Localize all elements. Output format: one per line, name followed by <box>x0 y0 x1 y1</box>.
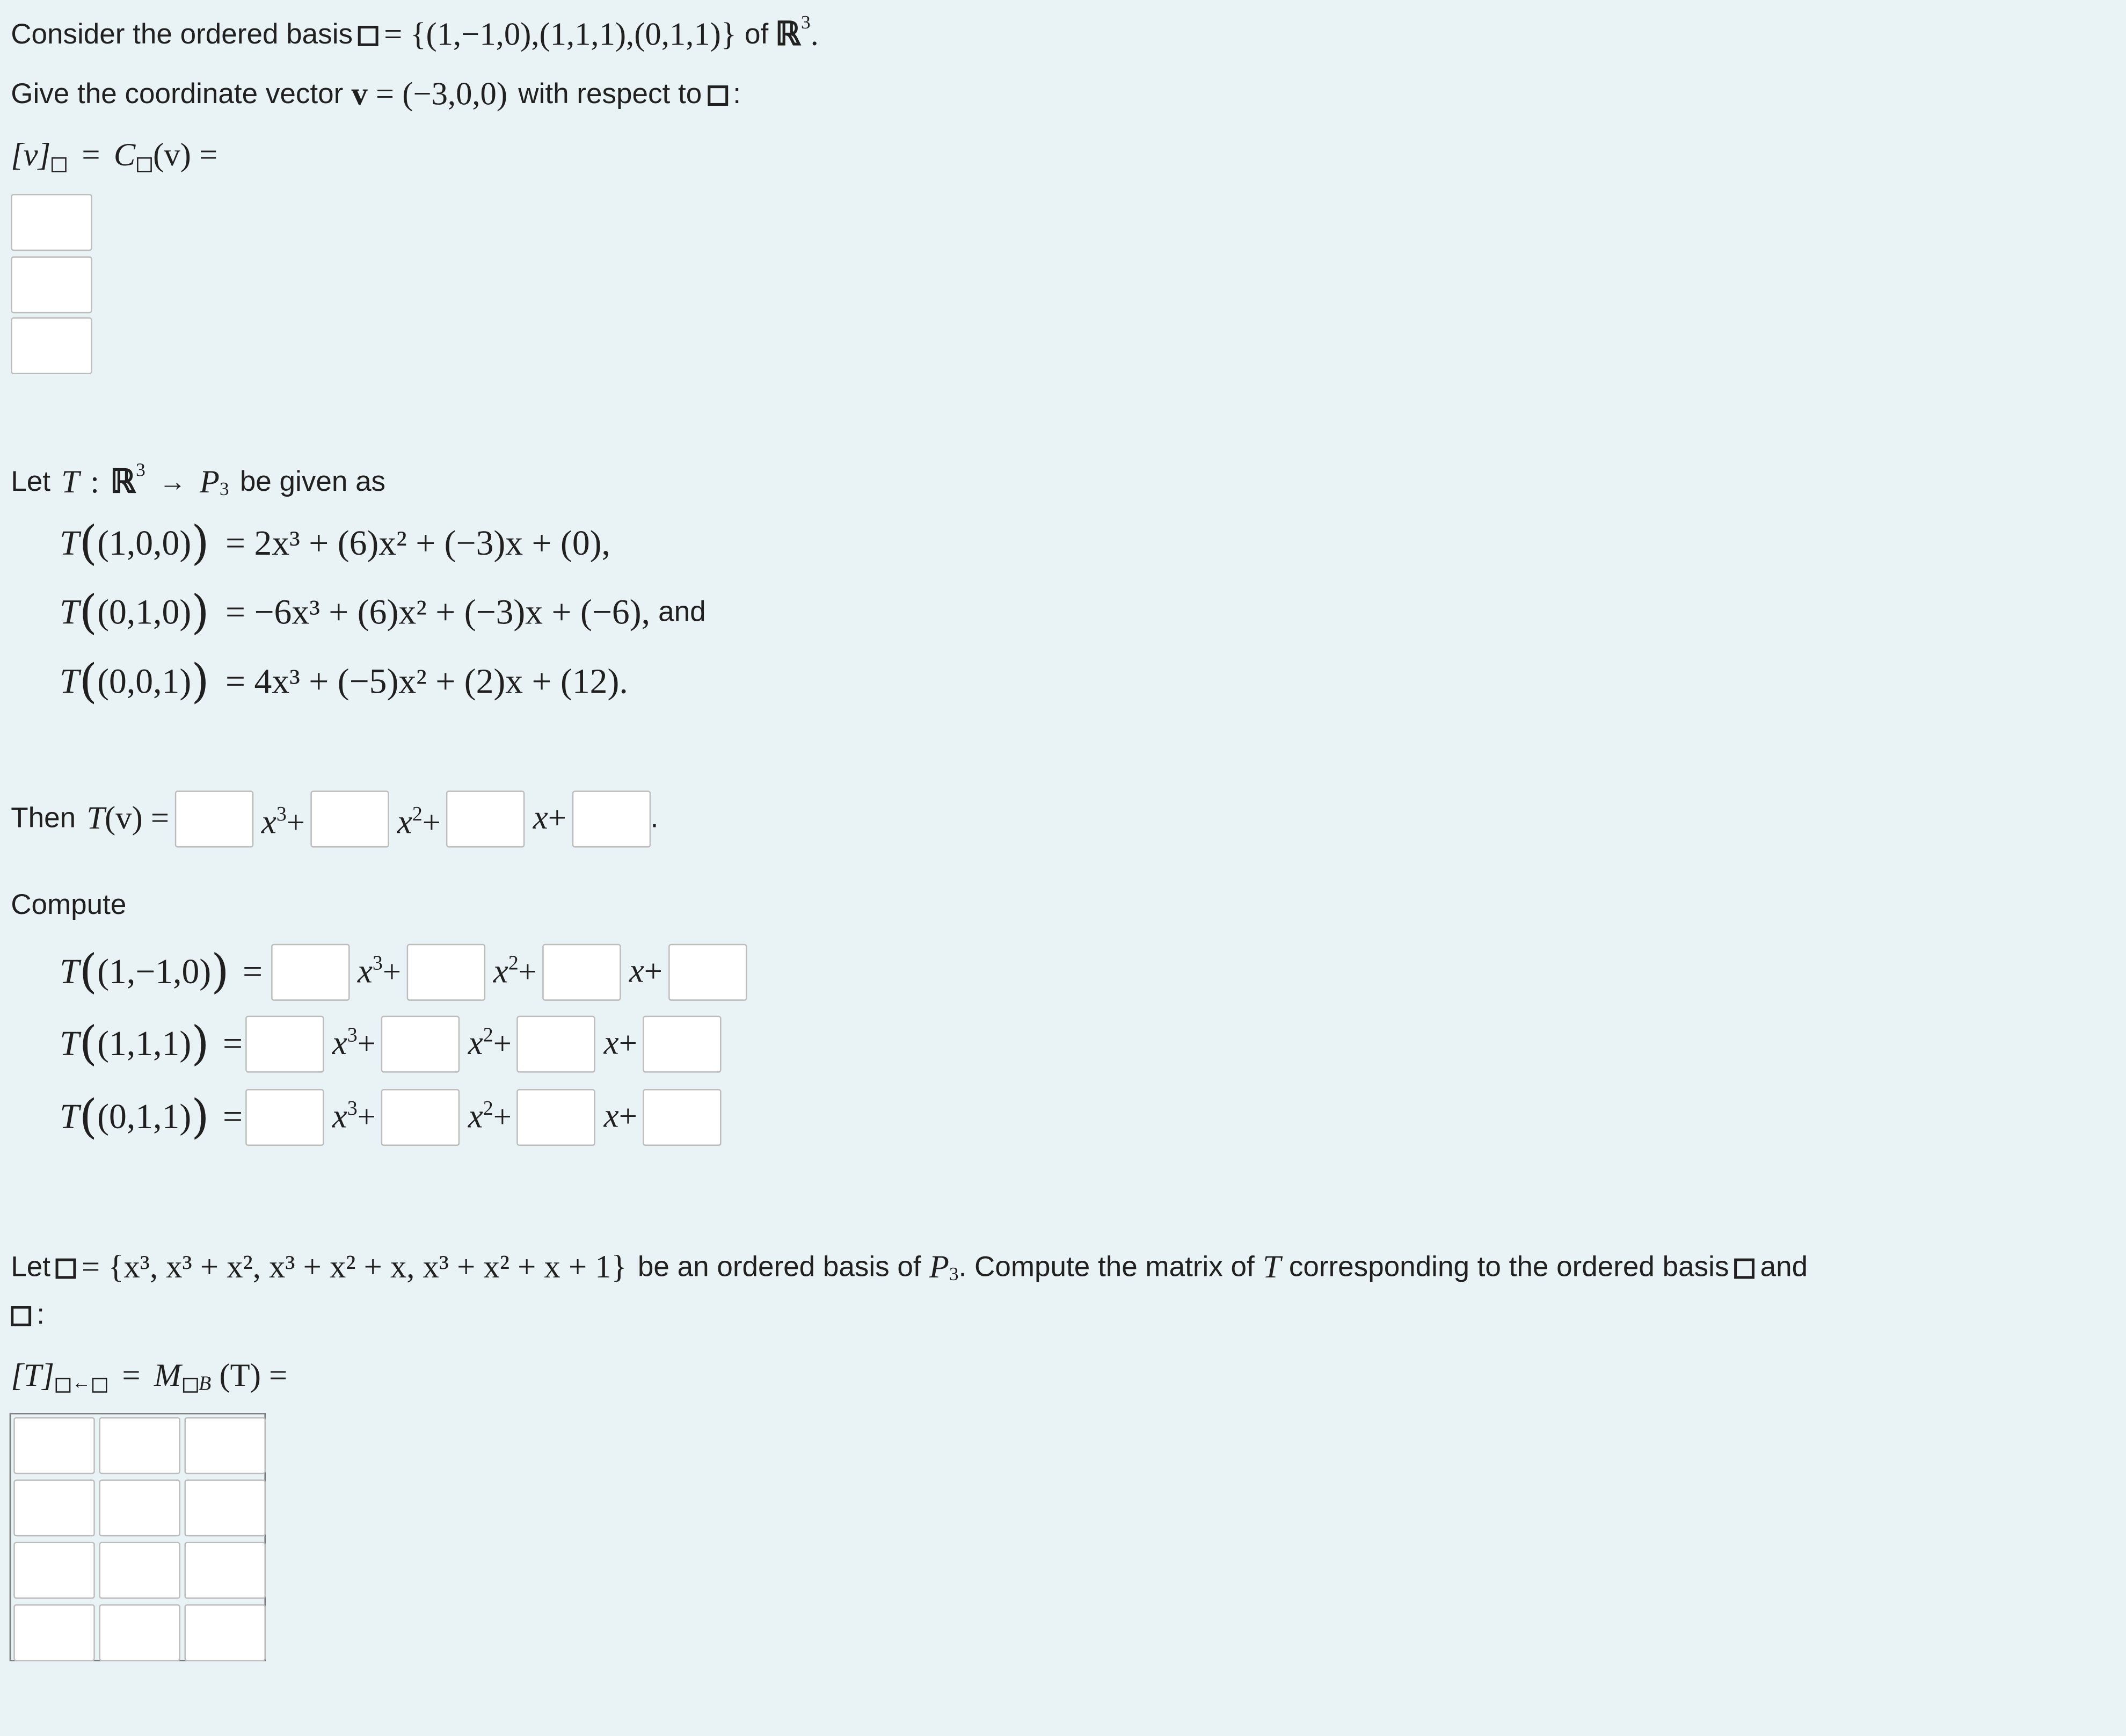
x3-term <box>261 795 305 844</box>
basis-B-subscript: B <box>199 1374 212 1396</box>
P-subscript: 3 <box>219 480 229 500</box>
b2-coef-x3-input[interactable] <box>245 1016 324 1073</box>
basis-symbol-icon <box>11 1305 31 1326</box>
equation-rhs: = 4x³ + (−5)x² + (2)x + (12). <box>225 662 628 701</box>
coord-input-3[interactable] <box>11 317 92 374</box>
x3-term <box>358 953 401 992</box>
b2-coef-x2-input[interactable] <box>381 1016 460 1073</box>
then-text: Then <box>11 803 76 834</box>
T-symbol: T <box>86 801 105 837</box>
x2-term <box>468 1025 512 1064</box>
Tv-coef-x3-input[interactable] <box>174 790 253 847</box>
period: . <box>810 17 819 53</box>
with-respect-text: with respect to <box>518 78 702 110</box>
matrix-cell-r2c2[interactable] <box>99 1479 180 1536</box>
b3-coef-x3-input[interactable] <box>245 1089 324 1146</box>
colon: : <box>90 465 99 500</box>
coord-input-1[interactable] <box>11 194 92 251</box>
basis-symbol-icon <box>137 157 152 172</box>
paren-close: ) <box>191 1090 209 1145</box>
basis-symbol-icon <box>52 157 67 172</box>
b3-coef-x-input[interactable] <box>517 1089 595 1146</box>
x-var: x <box>261 804 276 841</box>
paren-open: ( <box>79 655 98 709</box>
coord-operator-C: C <box>113 138 136 174</box>
x-var: x <box>603 1025 619 1062</box>
paren-open: ( <box>79 517 98 571</box>
exponent: 2 <box>483 1098 493 1120</box>
compute-row-basis-2 <box>60 1016 721 1073</box>
x-var: x <box>357 953 373 991</box>
paren-close: ) <box>191 586 209 641</box>
x-var: x <box>533 800 548 837</box>
exponent: 3 <box>372 953 383 975</box>
coordinate-expression <box>11 136 217 177</box>
b1-coef-x-input[interactable] <box>542 944 621 1001</box>
equals-sign: = <box>122 1359 141 1394</box>
x-var: x <box>629 953 644 990</box>
period: . <box>650 803 659 834</box>
b2-coef-x-input[interactable] <box>517 1016 595 1073</box>
matrix-cell-r3c1[interactable] <box>13 1542 95 1599</box>
x-var: x <box>603 1098 619 1135</box>
plus-sign: + <box>357 1027 376 1062</box>
x-var: x <box>493 953 508 991</box>
real-space-symbol: ℝ <box>110 465 136 500</box>
plus-sign: + <box>382 955 402 991</box>
matrix-operator-arg: (T) = <box>219 1359 288 1394</box>
matrix-cell-r1c3[interactable] <box>184 1417 266 1474</box>
plus-sign: + <box>493 1027 512 1062</box>
exponent: 3 <box>347 1098 358 1120</box>
T-symbol: T <box>60 592 79 632</box>
colon: : <box>37 1299 45 1331</box>
basis-symbol-icon <box>92 1377 107 1392</box>
exponent: 2 <box>483 1025 493 1047</box>
x-term <box>533 799 566 840</box>
polynomial-basis-statement <box>11 1247 1808 1288</box>
matrix-cell-r1c2[interactable] <box>99 1417 180 1474</box>
basis-intro-text: Consider the ordered basis <box>11 19 353 50</box>
b3-coef-x2-input[interactable] <box>381 1089 460 1146</box>
T-symbol: T <box>60 523 79 563</box>
b2-constant-input[interactable] <box>643 1016 721 1073</box>
prompt-text: Give the coordinate vector <box>11 78 344 110</box>
compute-row-basis-1 <box>60 944 746 1001</box>
equation-T-e2 <box>60 586 706 641</box>
compute-arg: (1,1,1) <box>97 1023 192 1063</box>
matrix-cell-r4c1[interactable] <box>13 1604 95 1661</box>
corresponding-text: corresponding to the ordered basis <box>1288 1252 1729 1283</box>
equation-arg: (1,0,0) <box>97 523 192 563</box>
basis-symbol-icon <box>358 25 378 46</box>
x-var: x <box>332 1025 347 1062</box>
compute-arg: (1,−1,0) <box>97 951 212 992</box>
matrix-input-grid <box>10 1413 266 1661</box>
compute-label: Compute <box>11 889 127 921</box>
plus-sign: + <box>357 1100 376 1136</box>
matrix-cell-r4c2[interactable] <box>99 1604 180 1661</box>
b3-constant-input[interactable] <box>643 1089 721 1146</box>
polynomial-basis-statement-cont <box>11 1295 45 1336</box>
plus-sign: + <box>518 955 537 991</box>
matrix-cell-r4c3[interactable] <box>184 1604 266 1661</box>
P-subscript: 3 <box>949 1265 959 1286</box>
x-term <box>604 1025 637 1063</box>
x2-term <box>397 795 441 844</box>
matrix-cell-r3c3[interactable] <box>184 1542 266 1599</box>
equation-T-e3 <box>60 655 628 709</box>
b1-constant-input[interactable] <box>668 944 746 1001</box>
coord-operator-arg: (v) = <box>153 138 218 174</box>
let-text: Let <box>11 466 50 498</box>
equals-sign: = <box>82 138 100 174</box>
plus-sign: + <box>644 954 663 990</box>
coordinate-vector-prompt <box>11 75 741 115</box>
T-argument: (v) = <box>105 801 170 837</box>
paren-open: ( <box>79 586 98 641</box>
basis-symbol-icon <box>56 1258 76 1278</box>
x-var: x <box>468 1025 483 1062</box>
plus-sign: + <box>493 1100 512 1136</box>
x-term <box>629 953 662 991</box>
equation-rhs: = 2x³ + (6)x² + (−3)x + (0), <box>225 523 610 563</box>
matrix-cell-r3c2[interactable] <box>99 1542 180 1599</box>
paren-close: ) <box>191 1017 209 1072</box>
P-symbol: P <box>929 1250 949 1286</box>
compute-arg: (0,1,1) <box>97 1097 192 1137</box>
basis-symbol-icon <box>56 1377 71 1392</box>
exponent: 2 <box>412 804 423 826</box>
equals-sign: = <box>223 1097 243 1137</box>
T-symbol: T <box>61 465 79 500</box>
P-symbol: P <box>199 465 220 500</box>
let-text: Let <box>11 1252 50 1283</box>
compute-matrix-text: . Compute the matrix of <box>958 1252 1255 1283</box>
Tv-coef-x-input[interactable] <box>446 790 525 847</box>
transformation-definition <box>11 462 385 503</box>
basis-symbol-icon <box>707 85 727 105</box>
exponent: 3 <box>347 1025 358 1047</box>
paren-open: ( <box>79 1017 98 1072</box>
basis-symbol-icon <box>1735 1258 1755 1278</box>
x3-term <box>332 1098 376 1137</box>
matrix-expression <box>11 1356 287 1397</box>
equals-sign: = <box>243 951 263 992</box>
x-var: x <box>332 1099 347 1136</box>
matrix-cell-r1c1[interactable] <box>13 1417 95 1474</box>
x-var: x <box>397 804 412 841</box>
plus-sign: + <box>618 1100 637 1135</box>
paren-close: ) <box>191 517 209 571</box>
equation-rhs: = −6x³ + (6)x² + (−3)x + (−6), <box>225 592 651 632</box>
x-term <box>604 1099 637 1137</box>
and-text: and <box>658 597 706 628</box>
x-var: x <box>468 1099 483 1136</box>
T-symbol: T <box>1262 1250 1281 1286</box>
polynomial-basis-definition: = {x³, x³ + x², x³ + x² + x, x³ + x² + x + 1} <box>82 1250 627 1286</box>
paren-open: ( <box>79 1090 98 1145</box>
T-symbol: T <box>60 1097 79 1137</box>
vector-v-value: = (−3,0,0) <box>375 77 508 113</box>
x2-term <box>493 953 537 992</box>
real-space-exponent: 3 <box>136 461 145 482</box>
equation-T-e1 <box>60 517 610 571</box>
basis-statement <box>11 15 819 56</box>
coord-lhs: [v] <box>11 138 51 174</box>
colon: : <box>733 78 741 110</box>
matrix-cell-r2c3[interactable] <box>184 1479 266 1536</box>
T-symbol: T <box>60 1023 79 1063</box>
basis-arrow: ← <box>71 1374 91 1394</box>
b1-coef-x2-input[interactable] <box>406 944 485 1001</box>
T-symbol: T <box>60 662 79 701</box>
compute-row-basis-3 <box>60 1089 721 1146</box>
equation-arg: (0,1,0) <box>97 592 192 632</box>
paren-close: ) <box>211 945 229 1000</box>
plus-sign: + <box>286 805 305 841</box>
ordered-basis-text: be an ordered basis of <box>637 1252 921 1283</box>
paren-open: ( <box>79 945 98 1000</box>
b1-coef-x3-input[interactable] <box>271 944 349 1001</box>
matrix-operator-M: M <box>154 1359 181 1394</box>
basis-definition: = {(1,−1,0),(1,1,1),(0,1,1)} <box>384 17 737 53</box>
plus-sign: + <box>548 801 566 837</box>
and-text: and <box>1760 1252 1808 1283</box>
vector-v-symbol: v <box>351 77 368 113</box>
plus-sign: + <box>618 1026 637 1062</box>
matrix-cell-r2c1[interactable] <box>13 1479 95 1536</box>
real-space-exponent: 3 <box>800 13 811 34</box>
given-as-text: be given as <box>239 466 386 498</box>
Tv-constant-input[interactable] <box>572 790 650 847</box>
matrix-lhs: [T] <box>11 1359 55 1394</box>
paren-close: ) <box>191 655 209 709</box>
x2-term <box>468 1098 512 1137</box>
basis-symbol-icon <box>183 1377 198 1392</box>
T-of-v-answer-row <box>11 790 658 847</box>
equation-arg: (0,0,1) <box>97 662 192 701</box>
coord-input-2[interactable] <box>11 256 92 313</box>
Tv-coef-x2-input[interactable] <box>310 790 389 847</box>
x3-term <box>332 1025 376 1064</box>
exponent: 3 <box>276 804 287 826</box>
maps-to-arrow: → <box>159 468 186 498</box>
exponent: 2 <box>508 953 519 975</box>
of-text: of <box>745 19 769 50</box>
real-space-symbol: ℝ <box>775 17 801 53</box>
equals-sign: = <box>223 1023 243 1063</box>
T-symbol: T <box>60 951 79 992</box>
plus-sign: + <box>422 805 441 841</box>
